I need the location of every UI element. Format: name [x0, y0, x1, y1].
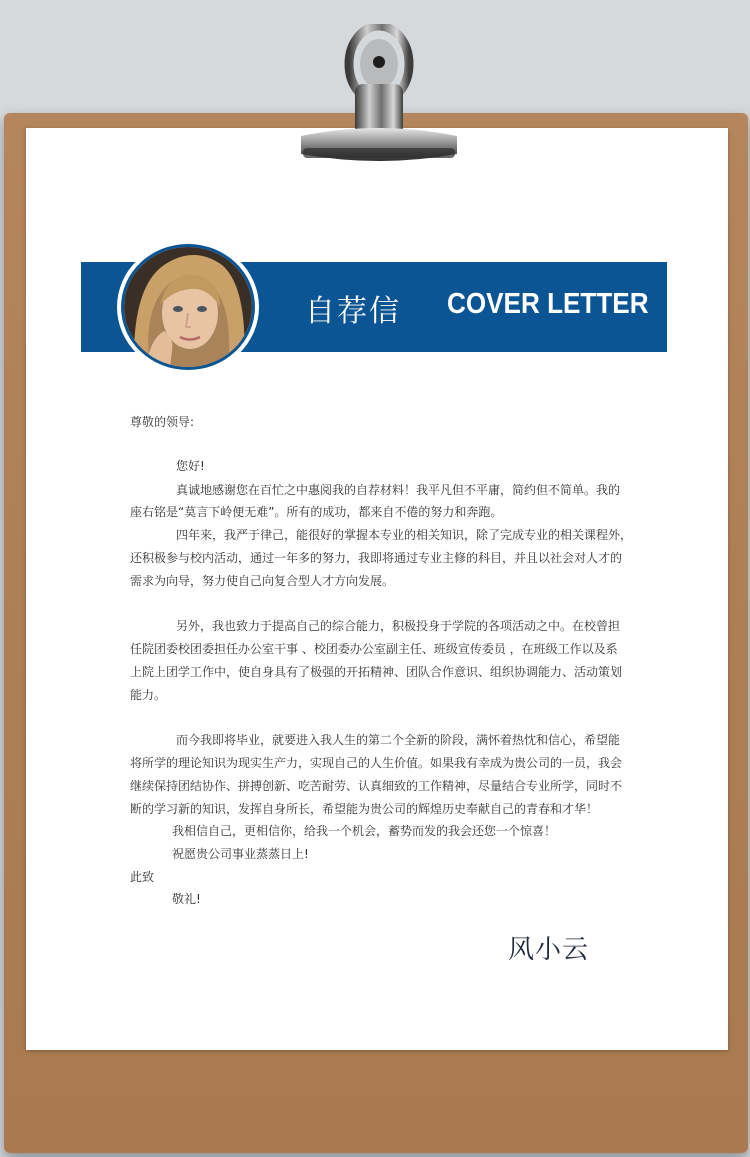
paragraph-line: 断的学习新的知识，发挥自身所长，希望能为贵公司的辉煌历史奉献自己的青春和才华！ [130, 802, 599, 816]
paragraph-line: 上院上团学工作中，使自身具有了极强的开拓精神、团队合作意识、组织协调能力、活动策划 [130, 665, 623, 679]
title-english: COVER LETTER [447, 288, 649, 320]
avatar [121, 244, 255, 370]
paragraph-line: 将所学的理论知识为现实生产力，实现自己的人生价值。如果我有幸成为贵公司的一员，我会 [130, 756, 623, 770]
binder-clip-icon [295, 24, 463, 170]
paragraph-line: 另外，我也致力于提高自己的综合能力，积极投身于学院的各项活动之中。在校曾担 [176, 619, 621, 633]
letter-greeting: 您好! [176, 459, 205, 473]
paragraph-line: 任院团委校团委担任办公室干事 、校团委办公室副主任、班级宣传委员 ，在班级工作以及系 [130, 642, 618, 656]
title-chinese: 自荐信 [305, 294, 401, 329]
paragraph-line: 能力。 [130, 688, 167, 702]
signature: 风小云 [508, 935, 590, 965]
paragraph-line: 继续保持团结协作、拼搏创新、吃苦耐劳、认真细致的工作精神，尽量结合专业所学，同时不 [130, 779, 623, 793]
paragraph-line: 我相信自己，更相信你，给我一个机会，蓄势而发的我会还您一个惊喜！ [172, 824, 557, 838]
letter-closing: 敬礼! [172, 892, 201, 906]
paragraph-line: 需求为向导，努力使自己向复合型人才方向发展。 [130, 574, 395, 588]
paragraph-line: 真诚地感谢您在百忙之中惠阅我的自荐材料！我平凡但不平庸，简约但不简单。我的 [176, 483, 621, 497]
paragraph-line: 而今我即将毕业，就要进入我人生的第二个全新的阶段，满怀着热忱和信心，希望能 [176, 733, 621, 747]
paragraph-line: 四年来，我严于律己，能很好的掌握本专业的相关知识，除了完成专业的相关课程外， [176, 528, 633, 542]
letter-closing: 此致 [130, 870, 155, 884]
paragraph-line: 祝愿贵公司事业蒸蒸日上! [172, 847, 309, 861]
paragraph-line: 还积极参与校内活动，通过一年多的努力，我即将通过专业主修的科目，并且以社会对人才的 [130, 551, 623, 565]
paragraph-line: 座右铭是“莫言下岭便无难”。所有的成功，都来自不倦的努力和奔跑。 [130, 505, 503, 519]
letter-salutation: 尊敬的领导: [130, 415, 195, 429]
